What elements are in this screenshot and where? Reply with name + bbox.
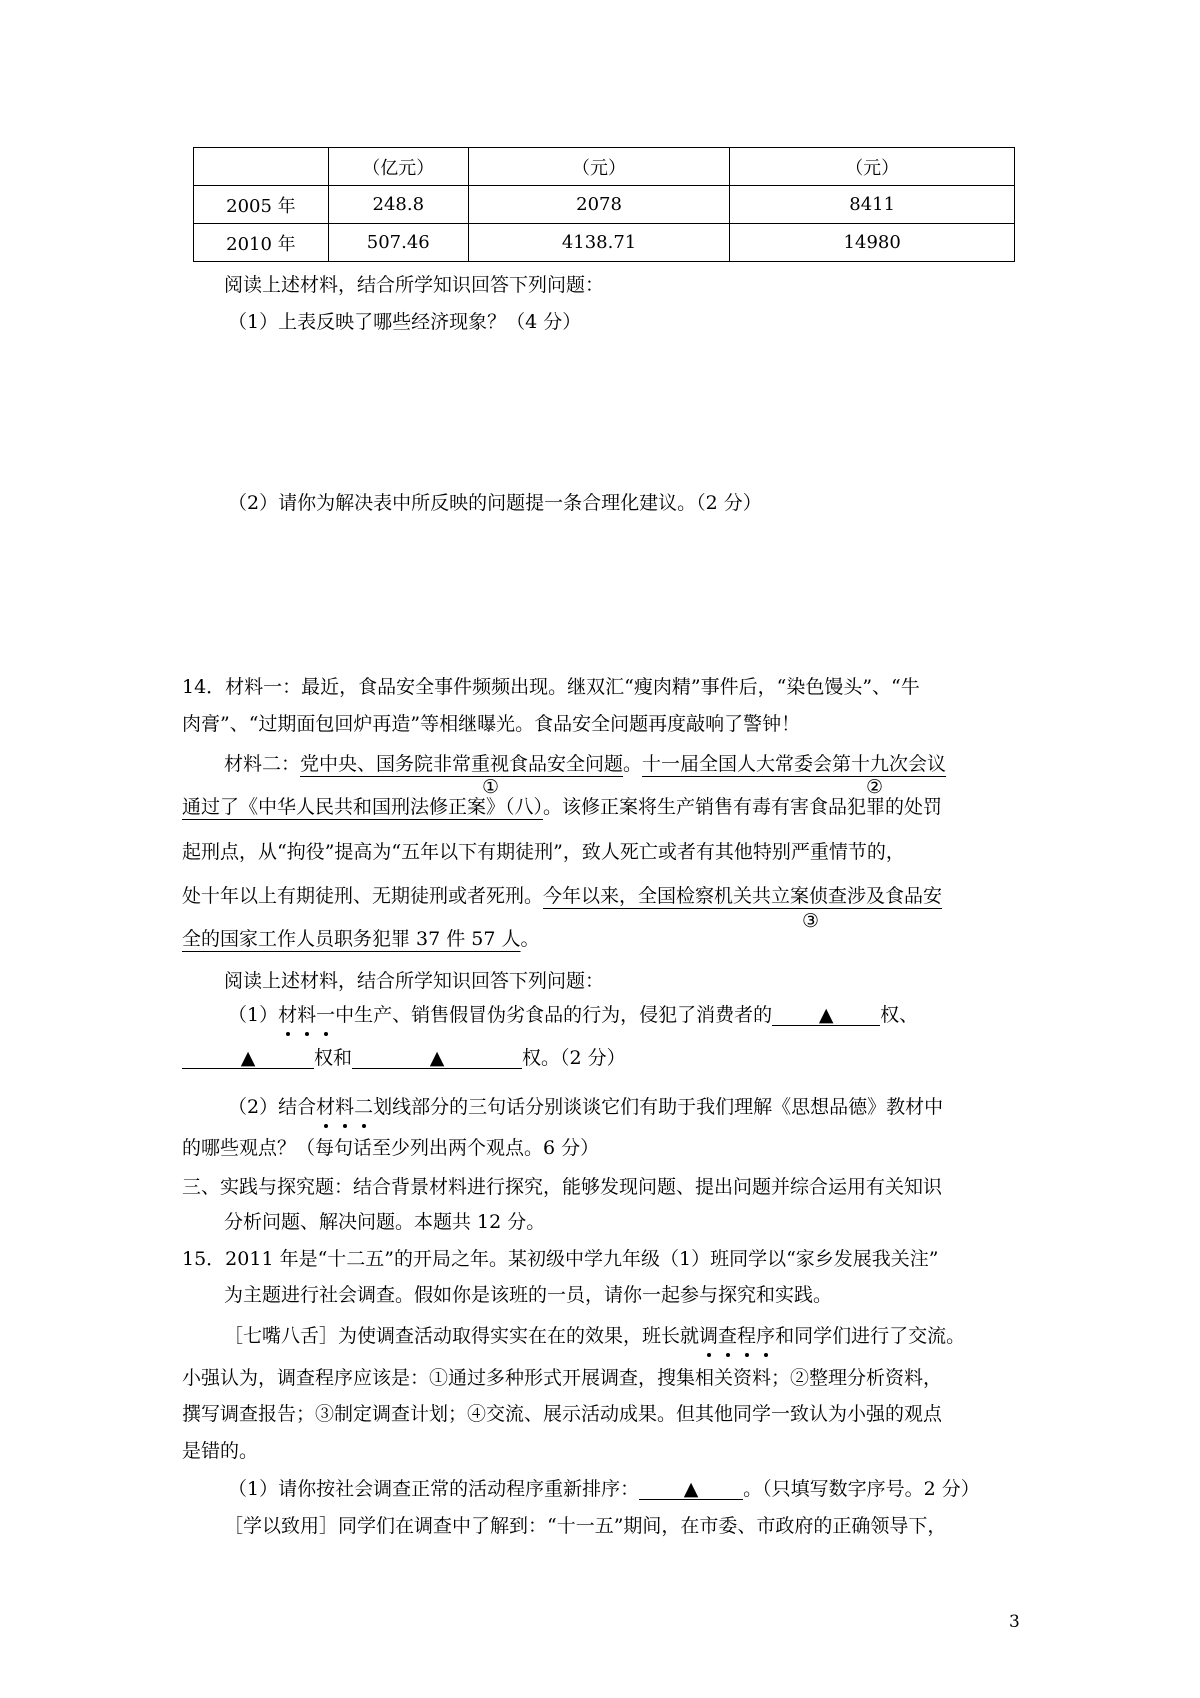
q14-question-1-line-2 bbox=[182, 1049, 626, 1069]
question-text: 。（只填写数字序号。2 分） bbox=[743, 1478, 980, 1500]
emphasis-material-1 bbox=[278, 1004, 335, 1026]
underlined-sentence-2-part-1: 十一届全国人大常委会第十九次会议 bbox=[642, 753, 947, 775]
section-3-heading-line-1: 三、实践与探究题：结合背景材料进行探究，能够发现问题、提出问题并综合运用有关知识 bbox=[182, 1176, 943, 1198]
dotted-char: 序 bbox=[756, 1325, 776, 1347]
dotted-char: 二 bbox=[354, 1096, 374, 1118]
question-text: （2）结合 bbox=[228, 1096, 317, 1118]
q15-paragraph-1-line-3: 撰写调查报告；③制定调查计划；④交流、展示活动成果。但其他同学一致认为小强的观点 bbox=[182, 1403, 943, 1425]
q13-question-1: （1）上表反映了哪些经济现象？（4 分） bbox=[228, 311, 582, 333]
q14-material-1-line-1: 14．材料一：最近，食品安全事件频频出现。继双汇“瘦肉精”事件后，“染色馒头”、“牛 bbox=[182, 676, 920, 698]
table-cell: 14980 bbox=[730, 224, 1015, 262]
q14-question-1-line-1 bbox=[228, 1006, 918, 1026]
q14-material-1-line-2: 肉膏”、“过期面包回炉再造”等相继曝光。食品安全问题再度敲响了警钟！ bbox=[182, 713, 801, 735]
dotted-char: 材 bbox=[316, 1096, 336, 1118]
table-cell: （亿元） bbox=[328, 148, 468, 186]
dotted-char: 一 bbox=[316, 1004, 336, 1026]
q15-paragraph-1-line-1 bbox=[224, 1327, 965, 1346]
question-text: 权。（2 分） bbox=[522, 1047, 626, 1069]
table-cell: 2078 bbox=[468, 186, 730, 224]
table-cell: 8411 bbox=[730, 186, 1015, 224]
page-number: 3 bbox=[1009, 1612, 1020, 1632]
q15-paragraph-2: ［学以致用］同学们在调查中了解到：“十一五”期间，在市委、市政府的正确领导下， bbox=[224, 1515, 947, 1537]
circled-mark-3: ③ bbox=[802, 910, 820, 932]
answer-blank-order[interactable] bbox=[639, 1480, 743, 1500]
q15-question-1 bbox=[228, 1480, 980, 1500]
table-row bbox=[194, 224, 1015, 262]
question-text: 中生产、销售假冒伪劣食品的行为，侵犯了消费者的 bbox=[335, 1004, 773, 1026]
underlined-sentence-1: 党中央、国务院非常重视食品安全问题 bbox=[300, 753, 624, 775]
table-cell: 4138.71 bbox=[468, 224, 730, 262]
paragraph-text: ［七嘴八舌］为使调查活动取得实实在在的效果，班长就 bbox=[224, 1325, 700, 1347]
underlined-sentence-3-part-2: 全的国家工作人员职务犯罪 37 件 57 人 bbox=[182, 928, 521, 950]
answer-blank-2[interactable] bbox=[182, 1049, 314, 1069]
q14-material-2-line-1 bbox=[224, 755, 946, 774]
q15-line-1: 15．2011 年是“十二五”的开局之年。某初级中学九年级（1）班同学以“家乡发展我关注” bbox=[182, 1248, 939, 1270]
question-text: 权、 bbox=[880, 1004, 919, 1026]
emphasis-survey-procedure bbox=[699, 1325, 775, 1347]
question-text: 权和 bbox=[314, 1047, 353, 1069]
q15-paragraph-1-line-4: 是错的。 bbox=[182, 1440, 259, 1462]
dotted-char: 查 bbox=[718, 1325, 738, 1347]
table-cell: （元） bbox=[730, 148, 1015, 186]
table-row bbox=[194, 186, 1015, 224]
q14-material-2-line-4 bbox=[182, 887, 942, 906]
table-cell: 507.46 bbox=[328, 224, 468, 262]
triangle-icon: ▲ bbox=[818, 1004, 834, 1026]
paragraph-text: 和同学们进行了交流。 bbox=[775, 1325, 966, 1347]
q14-material-2-line-2 bbox=[182, 798, 942, 817]
emphasis-material-2 bbox=[316, 1096, 373, 1118]
q14-material-2-line-3: 起刑点，从“拘役”提高为“五年以下有期徒刑”，致人死亡或者有其他特别严重情节的， bbox=[182, 841, 905, 863]
triangle-icon: ▲ bbox=[240, 1047, 256, 1069]
circled-mark-1: ① bbox=[482, 776, 500, 798]
triangle-icon: ▲ bbox=[429, 1047, 445, 1069]
table-cell: 248.8 bbox=[328, 186, 468, 224]
dotted-char: 程 bbox=[737, 1325, 757, 1347]
table-cell: 2010 年 bbox=[194, 224, 329, 262]
answer-blank-3[interactable] bbox=[352, 1049, 522, 1069]
q14-question-2-line-1 bbox=[228, 1098, 943, 1117]
circled-mark-2: ② bbox=[866, 776, 884, 798]
triangle-icon: ▲ bbox=[683, 1478, 699, 1500]
dotted-char: 料 bbox=[297, 1004, 317, 1026]
table-cell bbox=[194, 148, 329, 186]
q15-paragraph-1-line-2: 小强认为，调查程序应该是：①通过多种形式开展调查，搜集相关资料；②整理分析资料， bbox=[182, 1367, 943, 1389]
material-2-text: 处十年以上有期徒刑、无期徒刑或者死刑。 bbox=[182, 885, 544, 907]
question-number: （1） bbox=[228, 1004, 279, 1026]
table-row bbox=[194, 148, 1015, 186]
material-2-label: 材料二： bbox=[224, 753, 301, 775]
q13-question-2: （2）请你为解决表中所反映的问题提一条合理化建议。（2 分） bbox=[228, 492, 762, 514]
section-3-heading-line-2: 分析问题、解决问题。本题共 12 分。 bbox=[224, 1211, 546, 1233]
answer-blank-1[interactable] bbox=[772, 1006, 880, 1026]
question-text: 划线部分的三句话分别谈谈它们有助于我们理解《思想品德》教材中 bbox=[373, 1096, 944, 1118]
question-text: （1）请你按社会调查正常的活动程序重新排序： bbox=[228, 1478, 640, 1500]
table-cell: （元） bbox=[468, 148, 730, 186]
underlined-sentence-3-part-1: 今年以来，全国检察机关共立案侦查涉及食品安 bbox=[543, 885, 943, 907]
material-2-text: 。该修正案将生产销售有毒有害食品犯罪的处罚 bbox=[543, 796, 943, 818]
dotted-char: 调 bbox=[699, 1325, 719, 1347]
q15-line-2: 为主题进行社会调查。假如你是该班的一员，请你一起参与探究和实践。 bbox=[224, 1284, 833, 1306]
q13-instruction: 阅读上述材料，结合所学知识回答下列问题： bbox=[224, 274, 605, 296]
dotted-char: 料 bbox=[335, 1096, 355, 1118]
data-table bbox=[193, 147, 1015, 262]
table-cell: 2005 年 bbox=[194, 186, 329, 224]
punctuation: 。 bbox=[623, 753, 643, 775]
q14-material-2-line-5 bbox=[182, 930, 540, 949]
dotted-char: 材 bbox=[278, 1004, 298, 1026]
q14-instruction: 阅读上述材料，结合所学知识回答下列问题： bbox=[224, 970, 605, 992]
underlined-sentence-2-part-2: 通过了《中华人民共和国刑法修正案》（八） bbox=[182, 796, 544, 818]
punctuation: 。 bbox=[520, 928, 540, 950]
q14-question-2-line-2: 的哪些观点？（每句话至少列出两个观点。6 分） bbox=[182, 1137, 600, 1159]
